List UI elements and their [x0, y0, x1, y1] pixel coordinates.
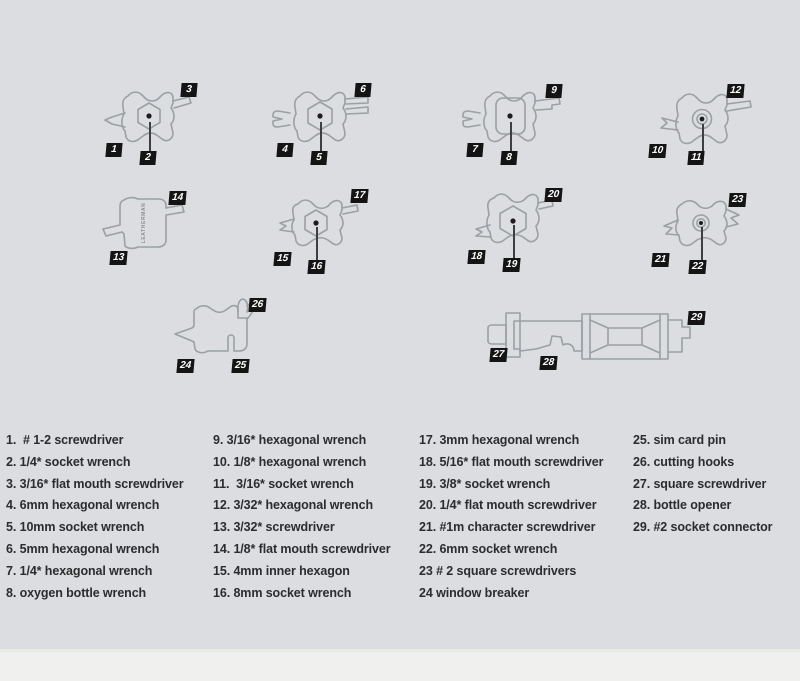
- part-marker-9: 9: [545, 84, 562, 98]
- center-dot: [699, 221, 703, 225]
- part-marker-6: 6: [354, 83, 371, 97]
- footer-strip: [0, 649, 800, 681]
- side-tab: [727, 101, 751, 111]
- stepped-tab: [535, 98, 560, 110]
- open-end-wrench: [463, 111, 480, 127]
- legend-item: 24 window breaker: [419, 585, 530, 600]
- legend-item: 17. 3mm hexagonal wrench: [419, 433, 580, 447]
- legend-column-4: [633, 430, 772, 539]
- leader-line: [513, 225, 515, 259]
- center-dot: [146, 113, 151, 118]
- legend-item: 10. 1/8* hexagonal wrench: [213, 454, 367, 469]
- bracket: [506, 313, 520, 357]
- part-marker-14: 14: [168, 191, 186, 205]
- legend-item: 14. 1/8* flat mouth screwdriver: [213, 541, 391, 556]
- part-marker-13: 13: [109, 251, 127, 265]
- legend-item: 3. 3/16* flat mouth screwdriver: [6, 476, 184, 491]
- part-marker-21: 21: [651, 253, 669, 267]
- part-marker-10: 10: [648, 144, 666, 158]
- legend-item: 18. 5/16* flat mouth screwdriver: [419, 454, 604, 469]
- legend-column-2: [213, 430, 391, 604]
- part-marker-17: 17: [350, 189, 368, 203]
- part-marker-2: 2: [139, 151, 156, 165]
- legend-item: 16. 8mm socket wrench: [213, 585, 352, 600]
- legend-item: 8. oxygen bottle wrench: [6, 585, 147, 600]
- part-marker-8: 8: [500, 151, 517, 165]
- leader-line: [701, 227, 703, 261]
- leader-line: [702, 124, 704, 152]
- legend-item: 11. 3/16* socket wrench: [213, 476, 354, 491]
- socket-block: [582, 314, 668, 359]
- leader-line: [320, 122, 322, 152]
- center-dot: [317, 113, 322, 118]
- center-dot: [313, 220, 318, 225]
- legend-item: 5. 10mm socket wrench: [6, 520, 145, 535]
- legend-item: 6. 5mm hexagonal wrench: [6, 541, 160, 556]
- legend-item: 13. 3/32* screwdriver: [213, 520, 335, 535]
- tool-body-outline: [175, 306, 247, 353]
- socket-spool: [590, 320, 660, 353]
- part-marker-12: 12: [726, 84, 744, 98]
- part-marker-25: 25: [231, 359, 249, 373]
- part-marker-19: 19: [502, 258, 520, 272]
- part-marker-20: 20: [544, 188, 562, 202]
- side-tab-upper: [345, 97, 368, 104]
- legend-item: 9. 3/16* hexagonal wrench: [213, 433, 367, 447]
- part-marker-24: 24: [176, 359, 194, 373]
- brand-label: LEATHERMAN: [141, 202, 147, 244]
- part-marker-7: 7: [466, 143, 483, 157]
- part-marker-22: 22: [688, 260, 706, 274]
- center-dot: [700, 117, 705, 122]
- leader-line: [149, 122, 151, 152]
- legend-item: 21. #1m character screwdriver: [419, 520, 596, 535]
- cutting-hook: [238, 299, 248, 312]
- leader-line: [316, 227, 318, 261]
- legend-item: 25. sim card pin: [633, 433, 726, 447]
- legend-item: 15. 4mm inner hexagon: [213, 563, 350, 578]
- part-marker-1: 1: [105, 143, 122, 157]
- open-end-wrench: [273, 111, 290, 127]
- part-marker-28: 28: [539, 356, 557, 370]
- side-tab: [342, 205, 358, 214]
- jagged-notch-right: [726, 209, 739, 227]
- part-marker-26: 26: [248, 298, 266, 312]
- leader-line: [510, 122, 512, 152]
- bottle-opener-arm: [520, 321, 582, 351]
- center-dot: [510, 218, 515, 223]
- side-tab-lower: [346, 107, 368, 114]
- legend-item: 12. 3/32* hexagonal wrench: [213, 498, 373, 513]
- legend-column-3: [419, 430, 603, 604]
- legend-item: 22. 6mm socket wrench: [419, 541, 558, 556]
- part-marker-29: 29: [687, 311, 705, 325]
- part-marker-4: 4: [276, 143, 293, 157]
- center-dot: [507, 113, 512, 118]
- legend-item: 23 # 2 square screwdrivers: [419, 563, 577, 578]
- legend-item: 1. # 1-2 screwdriver: [6, 433, 124, 447]
- legend-item: 20. 1/4* flat mouth screwdriver: [419, 498, 597, 513]
- legend-item: 27. square screwdriver: [633, 476, 767, 491]
- legend-item: 19. 3/8* socket wrench: [419, 476, 551, 491]
- part-marker-5: 5: [310, 151, 327, 165]
- tool-connector-assembly-27-28-29: [486, 300, 716, 366]
- part-marker-23: 23: [728, 193, 746, 207]
- block-edge-lines: [590, 314, 660, 359]
- legend-item: 7. 1/4* hexagonal wrench: [6, 563, 153, 578]
- legend-item: 26. cutting hooks: [633, 454, 735, 469]
- part-marker-16: 16: [307, 260, 325, 274]
- side-tab: [173, 97, 191, 108]
- part-marker-15: 15: [273, 252, 291, 266]
- square-screwdriver-tab: [488, 325, 506, 344]
- part-marker-27: 27: [489, 348, 507, 362]
- legend-item: 29. #2 socket connector: [633, 520, 773, 535]
- part-marker-11: 11: [687, 151, 705, 165]
- legend-item: 28. bottle opener: [633, 498, 732, 513]
- part-marker-18: 18: [467, 250, 485, 264]
- legend-item: 4. 6mm hexagonal wrench: [6, 498, 160, 513]
- part-marker-3: 3: [180, 83, 197, 97]
- legend-item: 2. 1/4* socket wrench: [6, 454, 131, 469]
- legend-column-1: [6, 430, 184, 604]
